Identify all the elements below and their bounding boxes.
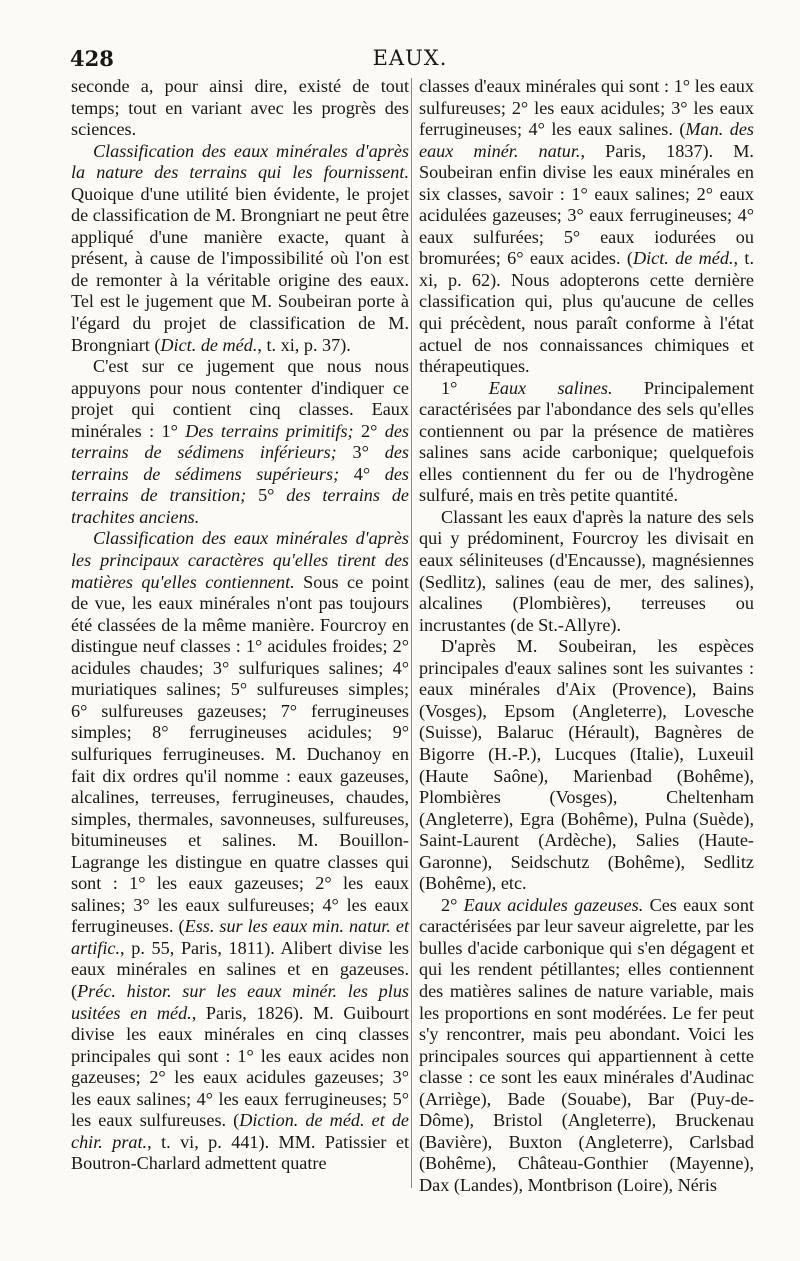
paragraph-text: classes d'eaux minérales qui sont : 1° les eaux sulfureuses; 2° les eaux acidules; 3° les eaux ferrugineuses; 4° les eaux salines. ( <box>419 76 754 140</box>
citation: Ess. sur les eaux min. natur. et artific. <box>71 916 410 958</box>
paragraph-text: D'après M. Soubeiran, les espèces principales d'eaux salines sont les suivantes : eaux minérales d'Aix (Provence), Bains (Vosges), Epsom (Angleterre), Lovesche (Suisse), Balaruc (Hérault), Bagnères de Bigorre (H.-P.), Lucques (Italie), Luxeuil (Haute Saône), Marienbad (Bohême), Plombières (Vosges), Cheltenham (Angleterre), Egra (Bohême), Pulna (Suède), Saint-Laurent (Ardèche), Salies (Haute-Garonne), Seidschutz (Bohême), Sedlitz (Bohême), etc. <box>419 636 754 894</box>
paragraph-text: , t. vi, p. 441). MM. Patissier et Boutron-Charlard admettent quatre <box>71 1131 409 1174</box>
citation: Préc. histor. sur les eaux minér. les plus usitées en méd. <box>71 980 409 1023</box>
paragraph <box>419 76 754 378</box>
section-heading: Classification des eaux minérales d'après les principaux caractères qu'elles tirent des matières qu'elles contiennent. <box>71 528 409 592</box>
page-number: 428 <box>70 46 114 71</box>
paragraph <box>419 636 754 895</box>
term: des terrains de trachites anciens. <box>71 485 409 527</box>
section-number: 2° <box>441 894 464 915</box>
paragraph <box>419 895 754 1197</box>
page-header <box>70 44 750 72</box>
paragraph-text: , p. 55, Paris, 1811). Alibert divise les eaux minérales en salines et en gazeuses. ( <box>71 937 409 1001</box>
paragraph <box>71 141 409 356</box>
paragraph <box>71 356 409 528</box>
term: des terrains de sédimens supérieurs; <box>71 442 409 484</box>
term: des terrains de transition; <box>71 463 409 506</box>
section-heading: Classification des eaux minérales d'après la nature des terrains qui les fournissent. <box>71 140 409 183</box>
citation: Man. des eaux minér. natur. <box>419 119 754 161</box>
column-divider <box>411 78 412 1188</box>
section-heading: Eaux salines. <box>488 377 613 398</box>
paragraph <box>71 528 409 1174</box>
paragraph-text: 3° <box>336 442 385 463</box>
section-number: 1° <box>441 377 489 398</box>
paragraph-text: , Paris, 1837). M. Soubeiran enfin divise les eaux minérales en six classes, savoir : 1° eaux salines; 2° eaux acidulées gazeuses; 3° eaux ferrugineuses; 4° eaux sulfurées; 5° eaux iodurées ou bromurées; 6° eaux acides. ( <box>419 140 754 269</box>
paragraph-text: Ces eaux sont caractérisées par leur saveur aigrelette, par les bulles d'acide carbonique qui s'en dégagent et qui les rendent pétillantes; elles contiennent des matières salines de nature variable, mais les proportions en sont modérées. Le fer peut s'y rencontrer, mais peu abondant. Voici les principales sources qui appartiennent à cette classe : ce sont les eaux minérales d'Audinac (Arriège), Bade (Souabe), Bar (Puy-de-Dôme), Bristol (Angleterre), Bruckenau (Bavière), Buxton (Angleterre), Carlsbad (Bohême), Château-Gonthier (Mayenne), Dax (Landes), Montbrison (Loire), Néris <box>419 894 754 1195</box>
paragraph-text: Principalement caractérisées par l'abondance des sels qu'elles contiennent ou par la présence de matières salines sans acide carbonique; quelquefois elles contiennent du fer ou de l'hydrogène sulfuré, mais en très petite quantité. <box>419 377 754 506</box>
paragraph-text: Sous ce point de vue, les eaux minérales n'ont pas toujours été classées de la même manière. Fourcroy en distingue neuf classes : 1° acidules froides; 2° acidules chaudes; 3° sulfuriques salines; 4° muriatiques salines; 5° sulfureuses simples; 6° sulfureuses gazeuses; 7° ferrugineuses simples; 8° ferrugineuses acidules; 9° sulfuriques ferrugineuses. M. Duchanoy en fait dix ordres qu'il nomme : eaux gazeuses, alcalines, terreuses, ferrugineuses, chaudes, simples, thermales, savonneuses, sulfureuses, bitumineuses et salines. M. Bouillon-Lagrange les distingue en quatre classes qui sont : 1° les eaux gazeuses; 2° les eaux salines; 3° les eaux sulfureuses; 4° les eaux ferrugineuses. ( <box>71 571 409 937</box>
term: Des terrains primitifs; <box>185 420 354 441</box>
citation: Dict. de méd. <box>160 334 258 355</box>
paragraph-text: Classant les eaux d'après la nature des sels qui y prédominent, Fourcroy les divisait en eaux séliniteuses (d'Encausse), magnésiennes (Sedlitz), salines (eau de mer, des salines), alcalines (Plombières), terreuses ou incrustantes (de St.-Allyre). <box>419 506 754 635</box>
citation: Diction. de méd. et de chir. prat. <box>71 1110 409 1152</box>
paragraph <box>419 507 754 636</box>
paragraph-text: Quoique d'une utilité bien évidente, le projet de classification de M. Brongniart ne peut être appliqué d'une manière exacte, quant à présent, à cause de l'impossibilité où l'on est de remonter à la véritable origine des eaux. Tel est le jugement que M. Soubeiran porte à l'égard du projet de classification de M. Brongniart ( <box>71 183 409 355</box>
paragraph-text: 4° <box>339 463 385 484</box>
paragraph-text: 2° <box>353 420 385 441</box>
paragraph-text: C'est sur ce jugement que nous nous appuyons pour nous contenter d'indiquer ce projet qui contient cinq classes. Eaux minérales : 1° <box>71 356 409 441</box>
paragraph <box>419 378 754 507</box>
paragraph <box>71 76 409 141</box>
term: des terrains de sédimens inférieurs; <box>71 420 410 463</box>
paragraph-text: seconde a, pour ainsi dire, existé de tout temps; tout en variant avec les progrès des sciences. <box>71 76 409 140</box>
paragraph-text: , t. xi, p. 37). <box>257 334 351 355</box>
citation: Dict. de méd. <box>632 248 734 269</box>
section-heading: Eaux acidules gazeuses. <box>463 894 644 915</box>
left-column <box>71 76 409 1175</box>
paragraph-text: , t. xi, p. 62). Nous adopterons cette dernière classification qui, plus qu'aucune de celles qui précèdent, nous paraît conforme à l'état actuel de nos connaissances chimiques et thérapeutiques. <box>419 248 754 377</box>
paragraph-text: 5° <box>246 485 287 506</box>
right-column <box>419 76 754 1196</box>
running-title: EAUX. <box>372 46 448 70</box>
paragraph-text: , Paris, 1826). M. Guibourt divise les eaux minérales en cinq classes principales qui sont : 1° les eaux acides non gazeuses; 2° les eaux acidules gazeuses; 3° les eaux salines; 4° les eaux ferrugineuses; 5° les eaux sulfureuses. ( <box>71 1002 409 1131</box>
